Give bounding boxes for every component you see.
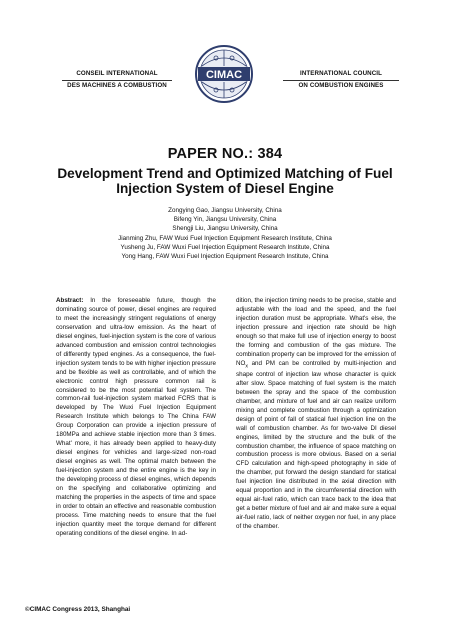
left-org-rule bbox=[62, 80, 172, 81]
abstract-text-2b: and PM can be controlled by multi-injection and shape control of injection law whose character is quick after slow. Space matching of fuel system is the match between the spray and the space of the combustion chamber, and mixture of fuel and air can realize uniform mixing and complete combustion through a optimization design of point of fall of statical fuel injection line on the wall of combustion chamber. As for two-valve DI diesel engines, limited by the structure and the bulk of the combustion chamber, the influence of space matching on combustion process is more obvious. Based on a serial CFD calculation and high-speed photography in side of the chamber, put forward the design standard for statical fuel injection line distributed in the axial direction with equal proportion and in the circumferential direction with equal air-fuel ratio, which can trace back to the idea that get a better mixture of fuel and air and make sure a equal air-fuel ratio, lack of neither oxygen nor fuel, in any place of the chamber. bbox=[236, 359, 396, 531]
logo-text: CIMAC bbox=[205, 69, 243, 81]
author-3: Shengji Liu, Jiangsu University, China bbox=[172, 225, 278, 233]
left-org-line-2: DES MACHINES A COMBUSTION bbox=[67, 82, 167, 90]
author-1: Zongying Gao, Jiangsu University, China bbox=[168, 207, 282, 214]
header-right-org bbox=[283, 70, 399, 91]
paper-title: Development Trend and Optimized Matching of Fuel Injection System of Diesel Engine bbox=[57, 166, 393, 196]
abstract-paragraph-2 bbox=[236, 297, 396, 532]
left-org-line-1: CONSEIL INTERNATIONAL bbox=[76, 70, 158, 77]
header-left-org bbox=[62, 70, 172, 91]
footer-copyright: ©CIMAC Congress 2013, Shanghai bbox=[25, 606, 131, 613]
right-org-line-1: INTERNATIONAL COUNCIL bbox=[300, 70, 382, 77]
author-5: Yusheng Ju, FAW Wuxi Fuel Injection Equipment Research Institute, China bbox=[120, 243, 330, 251]
author-list bbox=[40, 206, 410, 261]
author-6: Yong Hang, FAW Wuxi Fuel Injection Equipment Research Institute, China bbox=[121, 253, 329, 261]
nox-subscript: x bbox=[245, 362, 248, 369]
abstract-label: Abstract: bbox=[56, 297, 84, 304]
paper-number: PAPER NO.: 384 bbox=[167, 146, 283, 162]
abstract-text-1: In the foreseeable future, though the dominating source of power, diesel engines are required to meet the increasingly stringent regulations of energy conservation and ultra-low emission. As the heart of diesel engines, fuel-injection system is the core of various advanced combustion and emission control technologies of differently typed engines. As a consequence, the fuel-injection system tends to be with higher injection pressure and be flexible as well as controllable, and of which the electronic control high pressure common rail is considered to be the most potential fuel system. The common-rail fuel-injection system marked FCRS that is developed by The Wuxi Fuel Injection Equipment Research Institute which belongs to The China FAW Group Corporation can provide a injection pressure of 180MPa and achieve stable injection more than 3 times. What' more, it has already been applied to heavy-duty diesel engines for vehicles and large-sized non-road diesel engines as well. The optimal match between the fuel-injection system and the entire engine is the key in the developing process of diesel engines, which depends on the specifying and collaborative optimizing and matching the properties in the aspects of time and space in order to obtain an effective and reasonable combustion process. Time matching needs to ensure that the fuel injection quantity meet the torque demand for different operating conditions of the diesel engine. In ad- bbox=[56, 297, 216, 537]
author-2: Bifeng Yin, Jiangsu University, China bbox=[173, 216, 277, 224]
abstract-paragraph-1 bbox=[56, 297, 216, 539]
author-4: Jianming Zhu, FAW Wuxi Fuel Injection Equipment Research Institute, China bbox=[118, 234, 332, 242]
abstract-text-2a: dition, the injection timing needs to be precise, stable and adjustable with the load and the speed, and the fuel injection duration must be appropriate. What's else, the injection pressure and injection rate should be high enough so that make full use of injection energy to boost the forming and combustion of the gas mixture. The combination property can be improved for the emission of NO bbox=[236, 297, 396, 367]
right-org-line-2: ON COMBUSTION ENGINES bbox=[298, 82, 384, 90]
right-org-rule bbox=[283, 80, 399, 81]
abstract-column-left bbox=[56, 297, 216, 539]
abstract-column-right bbox=[236, 297, 396, 532]
cimac-logo bbox=[194, 44, 254, 104]
